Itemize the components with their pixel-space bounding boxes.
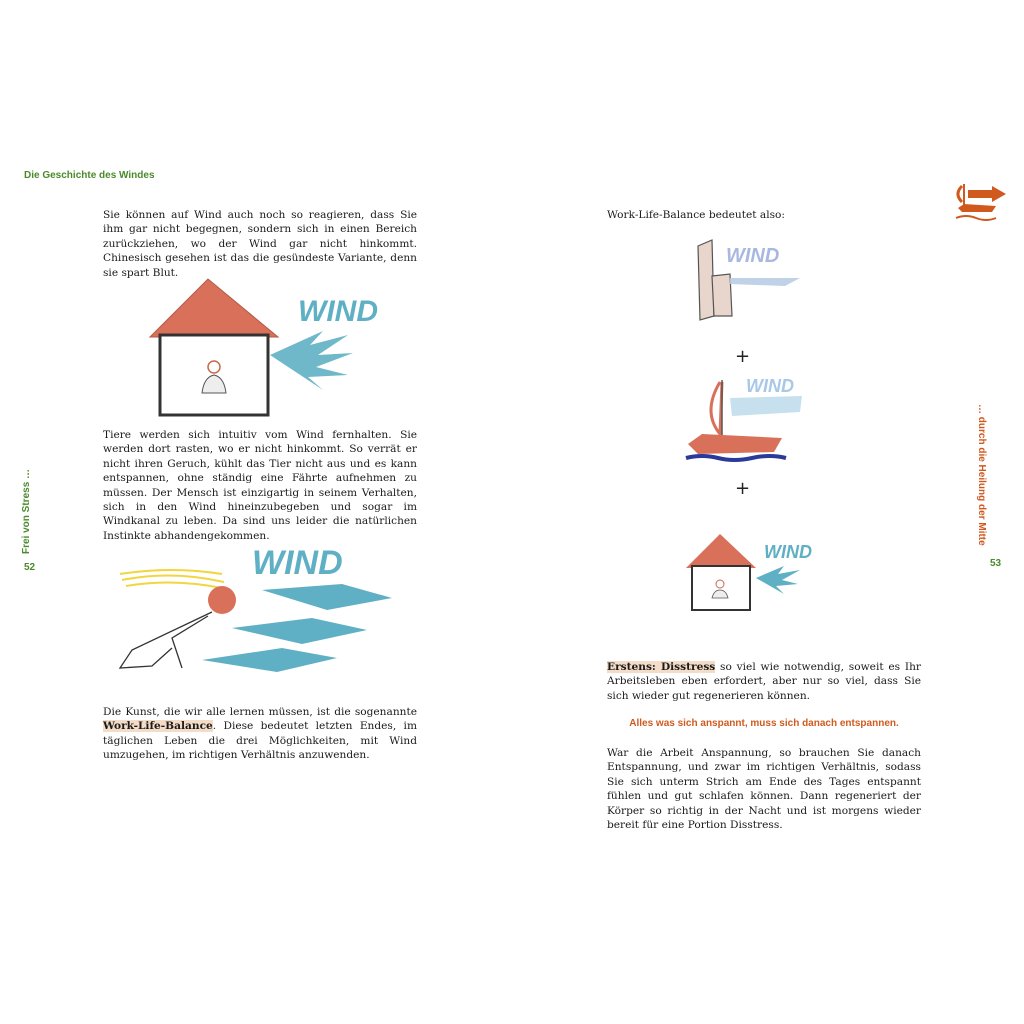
right-intro: Work-Life-Balance bedeutet also: [607,209,785,221]
right-side-title: … durch die Heilung der Mitte [976,404,987,546]
house-wind-illustration [148,275,378,420]
wind-word-5: WIND [764,542,812,562]
wind-word-2: WIND [252,544,343,582]
left-paragraph-3: Die Kunst, die wir alle lernen müssen, ist die sogenannte Work-Life-Balance. Diese bedeutet letzten Endes, im täglichen Leben die drei Möglichkeiten, mit Wind umzugehen, im richtigen Verhältnis anzuwenden. [103,706,417,762]
wind-word-3: WIND [726,245,780,267]
right-paragraph-2: War die Arbeit Anspannung, so brauchen Sie danach Entspannung, und zwar im richtigen Verhältnis, sodass Sie sich unterm Strich am Ende des Tages entspannt fühlen und gut schlafen können. Dann regeneriert der Körper so richtig in der Nacht und ist morgens wieder bereit für eine Portion Disstress. [607,747,921,832]
boat-wind-illustration [682,372,812,472]
shelter-wind-illustration [690,236,810,321]
left-page-number: 52 [24,562,36,573]
plus-sign-1: + [735,346,751,367]
small-house-wind-illustration [684,532,812,614]
quote-line: Alles was sich anspannt, muss sich danach entspannen. [629,718,899,729]
highlight-work-life-balance: Work-Life-Balance [103,720,213,733]
wind-word-1: WIND [298,295,378,328]
plus-sign-2: + [735,478,751,499]
person-wind-illustration [112,540,412,680]
chapter-header: Die Geschichte des Windes [24,170,155,181]
right-page-number: 53 [990,558,1002,569]
wind-word-4: WIND [746,376,794,396]
left-side-title: Frei von Stress … [21,468,32,554]
boat-logo-icon [952,182,1012,222]
left-paragraph-1: Sie können auf Wind auch noch so reagieren, dass Sie ihm gar nicht begegnen, sondern sich in einen Bereich zurückziehen, wo der Wind gar nicht hinkommt. Chinesisch gesehen ist das die gesündeste Variante, denn sie spart Blut. [103,209,417,279]
right-paragraph-1: Erstens: Disstress so viel wie notwendig, soweit es Ihr Arbeitsleben eben erfordert, aber nur so viel, dass Sie sich wieder gut regenerieren können. [607,661,921,702]
left-paragraph-2: Tiere werden sich intuitiv vom Wind fernhalten. Sie werden dort rasten, wo er nicht hinkommt. So verrät er nicht ihren Geruch, kühlt das Tier nicht aus und es kann entspannen, ohne ständig eine Fährte aufnehmen zu müssen. Der Mensch ist einzigartig in seinem Verhalten, sich in den Wind hineinzubegeben und sogar im Windkanal zu leben. Da sind uns leider die natürlichen Instinkte abhandengekommen. [103,429,417,542]
highlight-erstens-disstress: Erstens: Disstress [607,661,716,673]
